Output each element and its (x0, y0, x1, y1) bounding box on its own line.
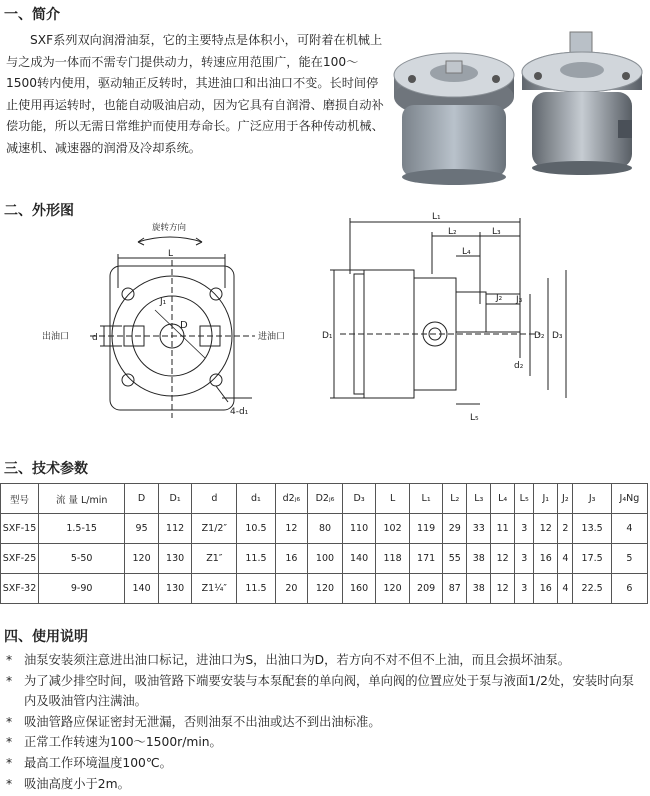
label-L4: L₄ (462, 247, 471, 257)
table-cell: 38 (467, 574, 491, 604)
side-view-drawing (320, 208, 588, 438)
header-model: 型号 (1, 484, 39, 514)
label-L1: L₁ (432, 212, 441, 222)
label-D3: D₃ (552, 331, 563, 341)
label-D1: D₁ (322, 331, 333, 341)
table-cell: 118 (376, 544, 410, 574)
table-cell: 16 (534, 544, 558, 574)
bullet: * (6, 755, 13, 770)
table-cell: 10.5 (237, 514, 275, 544)
table-cell: 5 (611, 544, 647, 574)
label-d: d (92, 333, 98, 343)
usage-text: 吸油高度小于2m。 (24, 776, 130, 791)
spec-header-row (1, 484, 648, 514)
label-L: L (168, 249, 174, 259)
header-L: L (376, 484, 410, 514)
bullet: * (6, 714, 13, 729)
label-J3: J₃ (516, 295, 523, 305)
pump-photo-1 (390, 35, 518, 185)
table-cell: 120 (308, 574, 343, 604)
table-cell: SXF-25 (1, 544, 39, 574)
usage-text: 最高工作环境温度100℃。 (24, 755, 172, 770)
label-J1: J₁ (160, 297, 167, 307)
table-cell: 87 (443, 574, 467, 604)
usage-list (6, 650, 646, 794)
table-cell: 112 (158, 514, 192, 544)
table-cell: 16 (275, 544, 308, 574)
table-cell: 140 (125, 574, 159, 604)
table-cell: 140 (342, 544, 376, 574)
list-item (6, 671, 646, 712)
table-cell: 12 (491, 574, 515, 604)
usage-text: 正常工作转速为100～1500r/min。 (24, 735, 222, 750)
header-L5: L₅ (515, 484, 534, 514)
table-cell: 9-90 (39, 574, 125, 604)
table-cell: 16 (534, 574, 558, 604)
header-L1: L₁ (409, 484, 443, 514)
table-cell: 171 (409, 544, 443, 574)
table-cell: 4 (611, 514, 647, 544)
header-J4: J₄Ng (611, 484, 647, 514)
header-flow: 流 量 L/min (39, 484, 125, 514)
header-J3: J₃ (573, 484, 611, 514)
table-cell: 13.5 (573, 514, 611, 544)
table-cell: 130 (158, 574, 192, 604)
table-row (1, 544, 648, 574)
header-D2: D2ⱼ₆ (308, 484, 343, 514)
pump-photo-2 (518, 28, 646, 178)
table-cell: 102 (376, 514, 410, 544)
table-cell: 22.5 (573, 574, 611, 604)
label-holes: 4-d₁ (230, 407, 249, 417)
table-cell: 6 (611, 574, 647, 604)
table-cell: 3 (515, 544, 534, 574)
section-title-intro: 一、简介 (4, 7, 60, 23)
section-title-drawing: 二、外形图 (4, 203, 74, 219)
bullet: * (6, 673, 13, 688)
table-cell: 4 (558, 544, 573, 574)
table-row (1, 574, 648, 604)
header-D: D (125, 484, 159, 514)
table-cell: 1.5-15 (39, 514, 125, 544)
table-cell: 95 (125, 514, 159, 544)
table-cell: 29 (443, 514, 467, 544)
header-D1: D₁ (158, 484, 192, 514)
table-cell: 130 (158, 544, 192, 574)
intro-paragraph: SXF系列双向润滑油泵，它的主要特点是体积小，可附着在机械上与之成为一体而不需专门提供动力，转速应用范围广，能在100～1500转内使用，驱动轴正反转时，其进油口和出油口不变。长时间停止使用再运转时，也能自动吸油启动，因为它具有自润滑、磨损自动补偿功能，所以无需日常维护而使用寿命长。广泛应用于各种传动机械、减速机、减速器的润滑及冷却系统。 (6, 33, 384, 155)
spec-table (0, 483, 648, 604)
table-cell: 119 (409, 514, 443, 544)
header-d2: d2ⱼ₆ (275, 484, 308, 514)
label-L2: L₂ (448, 227, 457, 237)
table-cell: 12 (275, 514, 308, 544)
header-J1: J₁ (534, 484, 558, 514)
section-title-usage: 四、使用说明 (4, 629, 88, 645)
table-cell: 11 (491, 514, 515, 544)
list-item (6, 712, 646, 733)
table-cell: 120 (376, 574, 410, 604)
table-cell: 3 (515, 574, 534, 604)
table-cell: 110 (342, 514, 376, 544)
label-d2: d₂ (514, 361, 524, 371)
header-D3: D₃ (342, 484, 376, 514)
table-cell: 12 (534, 514, 558, 544)
table-cell: SXF-32 (1, 574, 39, 604)
front-view-drawing (30, 218, 310, 428)
list-item (6, 732, 646, 753)
table-cell: 160 (342, 574, 376, 604)
list-item (6, 753, 646, 774)
table-row (1, 514, 648, 544)
table-cell: 12 (491, 544, 515, 574)
header-L3: L₃ (467, 484, 491, 514)
bullet: * (6, 776, 13, 791)
label-J2: J₂ (496, 293, 503, 303)
header-J2: J₂ (558, 484, 573, 514)
usage-text: 为了减少排空时间，吸油管路下端要安装与本泵配套的单向阀，单向阀的位置应处于泵与液面1/2处，安装时向泵内及吸油管内注满油。 (24, 673, 635, 709)
table-cell: Z1/2″ (192, 514, 237, 544)
section-title-specs: 三、技术参数 (4, 461, 88, 477)
table-cell: 38 (467, 544, 491, 574)
list-item (6, 774, 646, 795)
table-cell: 3 (515, 514, 534, 544)
bullet: * (6, 735, 13, 750)
table-cell: 17.5 (573, 544, 611, 574)
header-d1: d₁ (237, 484, 275, 514)
usage-text: 吸油管路应保证密封无泄漏，否则油泵不出油或达不到出油标准。 (24, 714, 381, 729)
label-inlet: 进油口 (258, 332, 286, 342)
table-cell: 55 (443, 544, 467, 574)
header-d: d (192, 484, 237, 514)
usage-text: 油泵安装须注意进出油口标记，进油口为S，出油口为D，若方向不对不但不上油，而且会损坏油泵。 (24, 653, 571, 667)
table-cell: 2 (558, 514, 573, 544)
table-cell: 33 (467, 514, 491, 544)
label-L5: L₅ (470, 413, 479, 423)
table-cell: 11.5 (237, 544, 275, 574)
label-D2: D₂ (534, 331, 545, 341)
table-cell: 5-50 (39, 544, 125, 574)
label-rotation: 旋转方向 (152, 223, 187, 233)
table-cell: 120 (125, 544, 159, 574)
table-cell: 100 (308, 544, 343, 574)
label-outlet: 出油口 (42, 332, 70, 342)
header-L4: L₄ (491, 484, 515, 514)
bullet: * (6, 653, 13, 667)
table-cell: 209 (409, 574, 443, 604)
table-cell: 80 (308, 514, 343, 544)
table-cell: Z1¼″ (192, 574, 237, 604)
list-item (6, 650, 646, 671)
label-D: D (180, 320, 188, 331)
table-cell: 20 (275, 574, 308, 604)
label-L3: L₃ (492, 227, 501, 237)
table-cell: Z1″ (192, 544, 237, 574)
table-cell: SXF-15 (1, 514, 39, 544)
table-cell: 4 (558, 574, 573, 604)
header-L2: L₂ (443, 484, 467, 514)
table-cell: 11.5 (237, 574, 275, 604)
